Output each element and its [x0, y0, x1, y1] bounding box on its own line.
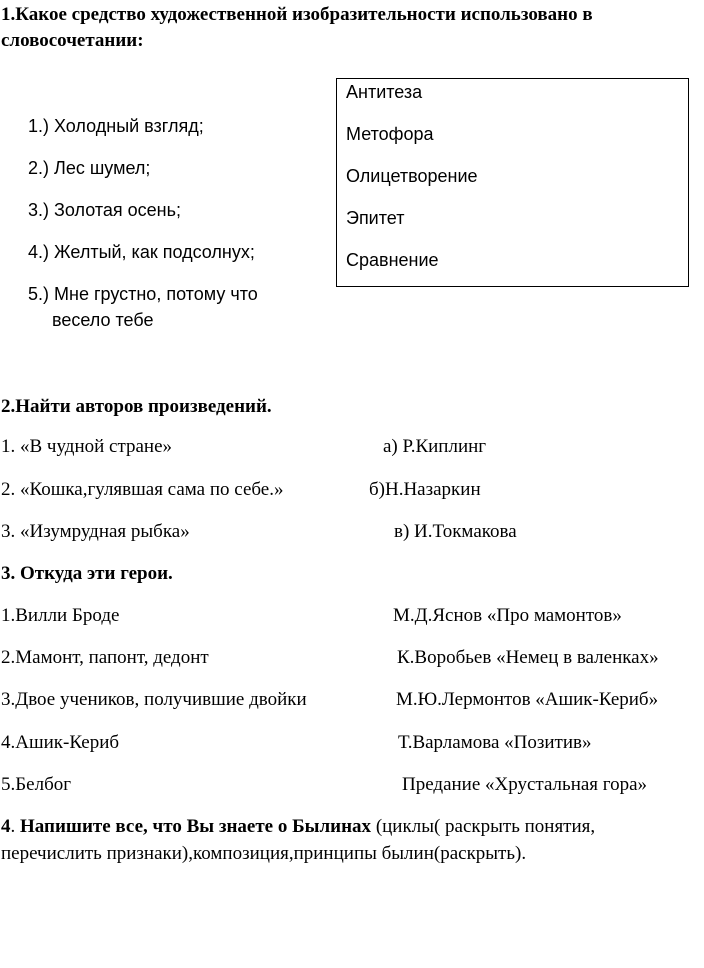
- q2-author-b: б)Н.Назаркин: [369, 479, 481, 500]
- q2-author-a: а) Р.Киплинг: [383, 436, 487, 457]
- q2-author-c: в) И.Токмакова: [394, 521, 517, 542]
- q1-option-1: Антитеза: [346, 82, 423, 102]
- q1-item-5: 5.) Мне грустно, потому что: [28, 284, 258, 304]
- q1-option-4: Эпитет: [346, 208, 405, 228]
- q3-heading: 3. Откуда эти герои.: [1, 563, 173, 584]
- q1-item-4: 4.) Желтый, как подсолнух;: [28, 242, 255, 262]
- q4-rest-line1: (циклы( раскрыть понятия,: [371, 816, 596, 837]
- q4-number: 4: [1, 816, 11, 837]
- q1-item-5-continued: весело тебе: [52, 310, 154, 330]
- q3-hero-4: 4.Ашик-Кериб: [1, 732, 120, 753]
- q1-item-2: 2.) Лес шумел;: [28, 158, 151, 178]
- q4-dot: .: [10, 816, 20, 837]
- q3-source-2: К.Воробьев «Немец в валенках»: [397, 647, 659, 668]
- q1-option-2: Метофора: [346, 124, 434, 144]
- q4-bold-text: Напишите все, что Вы знаете о Былинах: [20, 816, 372, 837]
- q1-option-5: Сравнение: [346, 250, 439, 270]
- q1-item-3: 3.) Золотая осень;: [28, 200, 181, 220]
- q1-heading-line1: 1.Какое средство художественной изобразительности использовано в: [1, 4, 593, 25]
- q1-heading-line2: словосочетании:: [1, 30, 144, 51]
- q3-source-1: М.Д.Яснов «Про мамонтов»: [393, 605, 622, 626]
- q2-work-3: 3. «Изумрудная рыбка»: [1, 521, 190, 542]
- q3-hero-3: 3.Двое учеников, получившие двойки: [1, 689, 307, 710]
- q1-item-1: 1.) Холодный взгляд;: [28, 116, 204, 136]
- q1-option-3: Олицетворение: [346, 166, 478, 186]
- q4-line2: перечислить признаки),композиция,принципы былин(раскрыть).: [1, 843, 527, 864]
- q3-hero-5: 5.Белбог: [1, 774, 72, 795]
- q3-source-4: Т.Варламова «Позитив»: [398, 732, 592, 753]
- q2-work-2: 2. «Кошка,гулявшая сама по себе.»: [1, 479, 284, 500]
- q3-hero-1: 1.Вилли Броде: [1, 605, 120, 626]
- q3-source-5: Предание «Хрустальная гора»: [402, 774, 648, 795]
- q2-heading: 2.Найти авторов произведений.: [1, 396, 272, 417]
- q4-line1: [1, 816, 595, 838]
- q3-hero-2: 2.Мамонт, папонт, дедонт: [1, 647, 209, 668]
- q2-work-1: 1. «В чудной стране»: [1, 436, 173, 457]
- q3-source-3: М.Ю.Лермонтов «Ашик-Кериб»: [396, 689, 659, 710]
